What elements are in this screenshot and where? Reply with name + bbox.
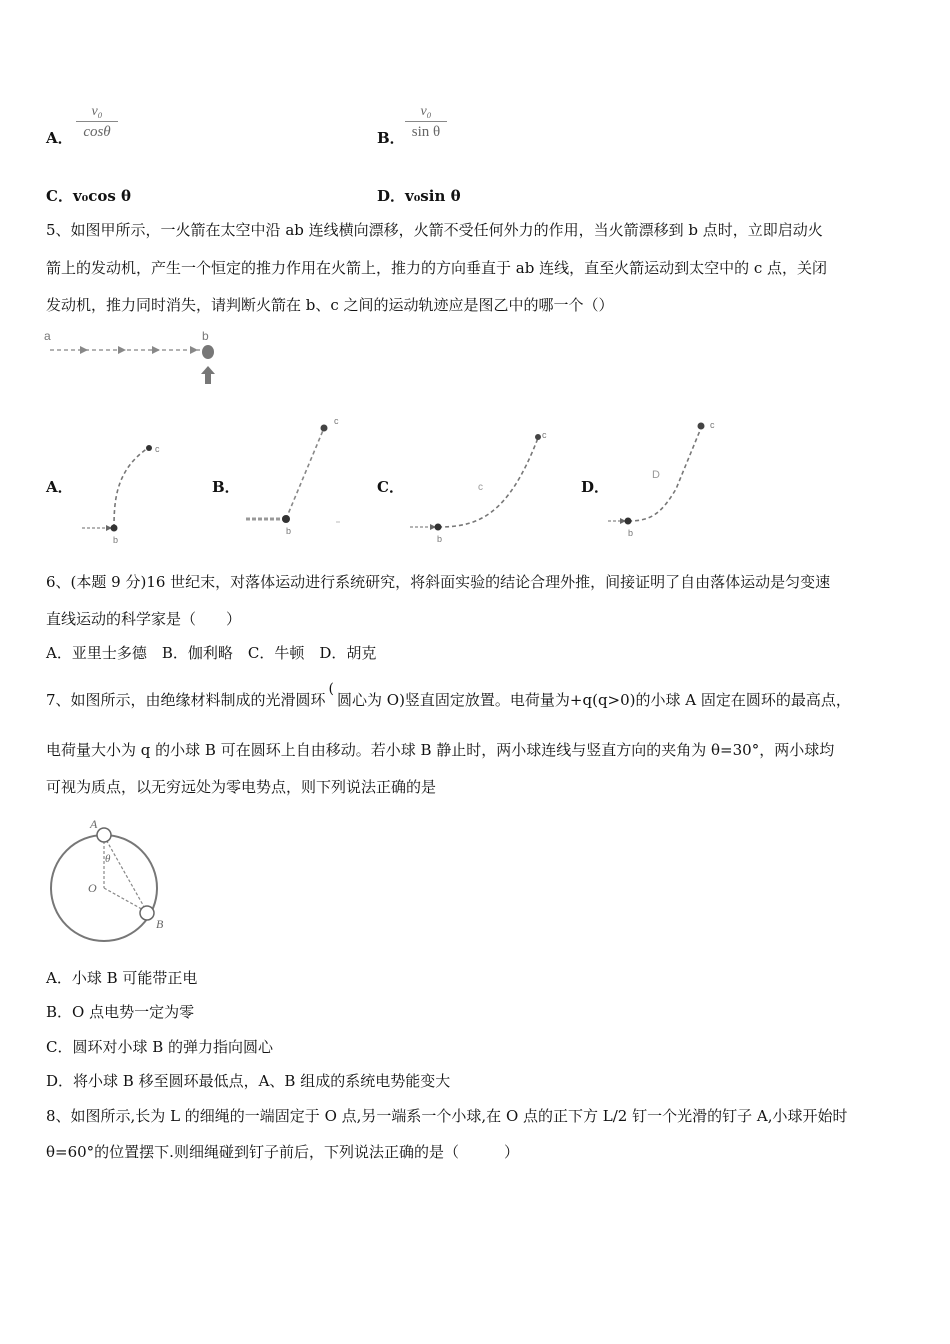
q5-diagram-b	[244, 412, 354, 542]
q5-option-c: C．	[377, 478, 404, 496]
q4-option-a-fraction	[76, 104, 118, 141]
q7-line-1b: 圆心为 O)竖直固定放置。电荷量为+q(q>0)的小球 A 固定在圆环的最高点，	[337, 691, 851, 709]
q7-label-o: O	[88, 881, 97, 895]
q7-option-c: C．圆环对小球 B 的弹力指向圆心	[46, 1038, 274, 1056]
q4-option-d-label: D．	[377, 187, 406, 205]
q4-option-b-label: B．	[377, 129, 405, 147]
q7-option-d: D．将小球 B 移至圆环最低点，A、B 组成的系统电势能变大	[46, 1072, 451, 1090]
q4-option-a-numerator: v₀	[91, 104, 103, 119]
q4-option-c-text: v₀cos θ	[72, 187, 132, 205]
q7-line-2: 电荷量大小为 q 的小球 B 可在圆环上自由移动。若小球 B 静止时，两小球连线与竖直方向的夹角为 θ=30°，两小球均	[46, 741, 835, 759]
q5-line-1: 5、如图甲所示，一火箭在太空中沿 ab 连线横向漂移，火箭不受任何外力的作用，当火箭漂移到 b 点时，立即启动火	[46, 221, 823, 239]
q4-option-b-fraction	[405, 104, 447, 141]
q4-option-c-label: C．	[46, 187, 73, 205]
q5-b-point-c: c	[334, 416, 339, 426]
q4-option-b-denominator: sin θ	[411, 124, 441, 140]
q7-line-1a: 7、如图所示，由绝缘材料制成的光滑圆环	[46, 691, 326, 709]
q5-diagram-d	[606, 414, 736, 544]
q5-fig-label-b: b	[202, 329, 209, 343]
q5-d-point-b: b	[628, 528, 634, 538]
rocket-body	[202, 345, 214, 359]
q7-paren: (	[328, 681, 335, 697]
q4-option-a-denominator: cosθ	[83, 124, 111, 140]
q6-line-2: 直线运动的科学家是（ ）	[46, 610, 242, 628]
q5-line-2: 箭上的发动机，产生一个恒定的推力作用在火箭上，推力的方向垂直于 ab 连线，直至火箭运动到太空中的 c 点，关闭	[46, 259, 828, 277]
q7-label-a: A	[90, 817, 98, 831]
q4-option-a-label: A．	[46, 129, 73, 147]
q4-option-c	[46, 186, 131, 206]
q5-d-point-c: c	[710, 420, 715, 430]
q5-c-mark: c	[478, 482, 483, 493]
q5-diagram-c	[408, 426, 558, 546]
q6-options: A．亚里士多德 B．伽利略 C．牛顿 D．胡克	[46, 644, 377, 662]
q5-c-point-c: c	[542, 430, 547, 440]
thrust-arrow-icon	[201, 366, 215, 384]
q4-option-d	[377, 186, 461, 206]
q7-option-b: B．O 点电势一定为零	[46, 1003, 195, 1021]
q5-option-a: A．	[46, 478, 73, 496]
q5-c-point-b: b	[437, 534, 443, 544]
q8-line-1: 8、如图所示,长为 L 的细绳的一端固定于 O 点,另一端系一个小球,在 O 点的正下方 L/2 钉一个光滑的钉子 A,小球开始时	[46, 1107, 848, 1125]
ball-b	[140, 906, 154, 920]
q7-label-b: B	[156, 917, 164, 931]
q7-line-3: 可视为质点，以无穷远处为零电势点，则下列说法正确的是	[46, 778, 437, 796]
q5-line-3: 发动机，推力同时消失，请判断火箭在 b、c 之间的运动轨迹应是图乙中的哪一个（）	[46, 296, 614, 314]
q4-option-d-text: v₀sin θ	[405, 187, 461, 205]
q5-fig-label-a: a	[44, 329, 51, 343]
q7-option-a: A．小球 B 可能带正电	[46, 969, 198, 987]
q7-line-1	[46, 681, 851, 711]
q4-option-b-numerator: v₀	[420, 104, 432, 119]
q8-line-2: θ=60°的位置摆下.则细绳碰到钉子前后，下列说法正确的是（ ）	[46, 1143, 519, 1161]
ball-a	[97, 828, 111, 842]
q7-label-theta: θ	[105, 853, 111, 865]
q5-option-b: B．	[212, 478, 240, 496]
q5-diagram-a	[78, 440, 168, 550]
q5-option-d: D．	[581, 478, 610, 496]
q5-d-mark: D	[652, 469, 660, 481]
q5-a-point-b: b	[113, 535, 119, 545]
q6-line-1: 6、(本题 9 分)16 世纪末，对落体运动进行系统研究，将斜面实验的结论合理外推，间接证明了自由落体运动是匀变速	[46, 573, 831, 591]
q5-figure-jia	[40, 326, 240, 392]
q5-b-point-b: b	[286, 526, 292, 536]
q5-a-point-c: c	[155, 444, 160, 454]
q7-ring-figure	[44, 812, 174, 952]
